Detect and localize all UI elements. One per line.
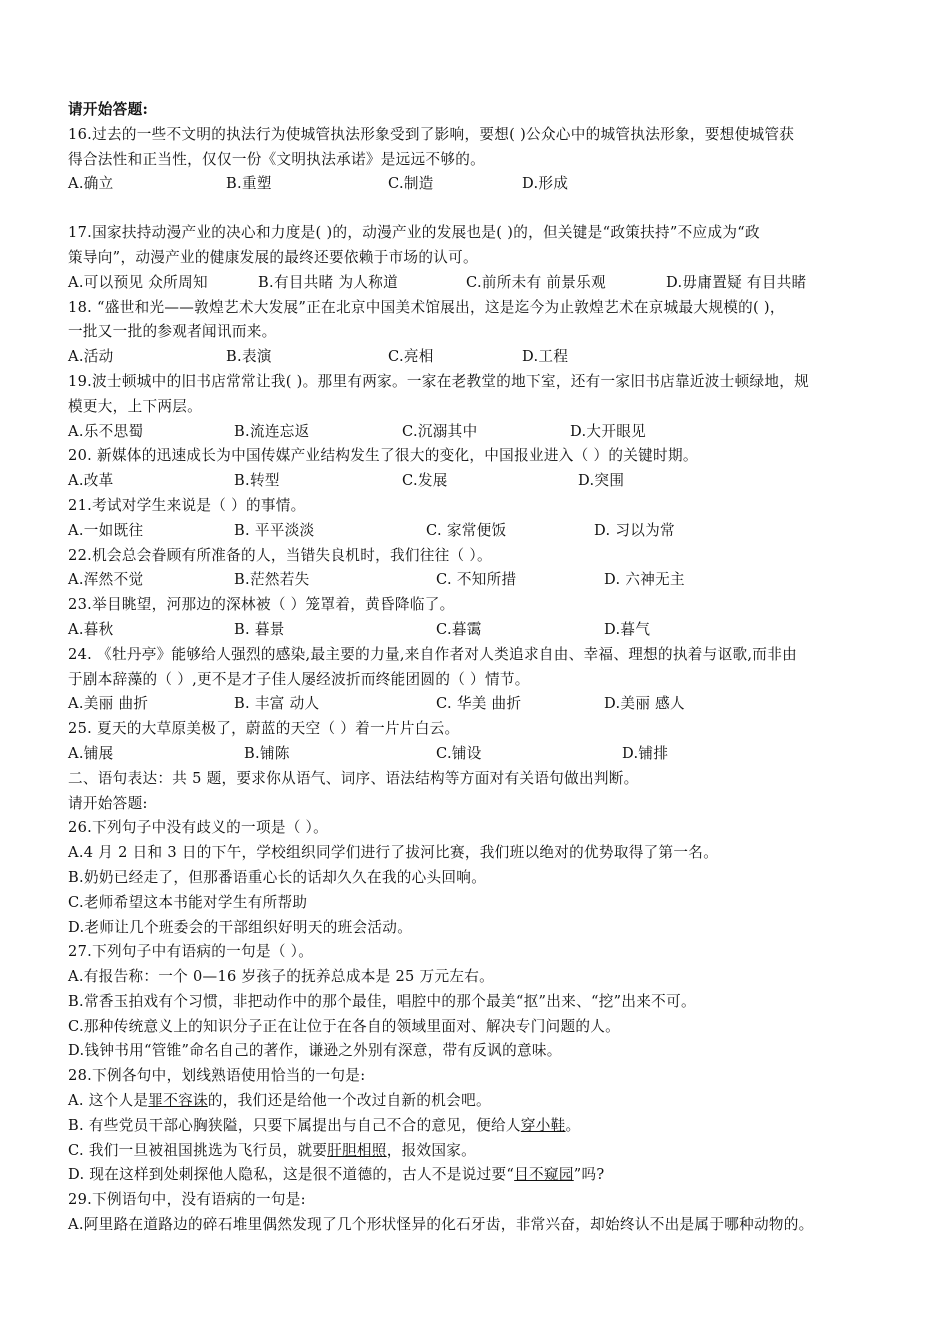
options-row (68, 618, 898, 643)
choice-d[interactable]: D.老师让几个班委会的干部组织好明天的班会活动。 (68, 918, 413, 936)
choice-text: C. 我们一旦被祖国挑选为飞行员，就要 (68, 1141, 328, 1159)
question-25 (68, 717, 898, 767)
choice-text: A. 这个人是 (68, 1092, 149, 1110)
question-22 (68, 544, 898, 594)
option-a[interactable]: A.暮秋 (68, 620, 114, 638)
choice-text: D. 现在这样到处刺探他人隐私，这是很不道德的，古人不是说过要“ (68, 1166, 515, 1184)
section-title: 二、语句表达：共 5 题，要求你从语气、词序、语法结构等方面对有关语句做出判断。 (68, 769, 639, 787)
option-d[interactable]: D.大开眼见 (570, 422, 646, 440)
option-d[interactable]: D.铺排 (622, 744, 669, 762)
section-start-heading: 请开始答题: (68, 794, 148, 812)
choice-c[interactable] (68, 1139, 898, 1164)
option-d[interactable]: D.工程 (522, 348, 569, 366)
question-17 (68, 221, 898, 295)
underlined-idiom: 罪不容诛 (148, 1092, 208, 1110)
option-a[interactable]: A.一如既往 (68, 521, 144, 539)
question-stem: 28.下例各句中，划线熟语使用恰当的一句是: (68, 1067, 366, 1085)
question-26 (68, 816, 898, 940)
options-row (68, 519, 898, 544)
choice-text: ”吗? (573, 1166, 605, 1184)
option-a[interactable]: A.改革 (68, 472, 114, 490)
question-text: 16.过去的一些不文明的执法行为使城管执法形象受到了影响，要想( )公众心中的城管执法形象，要想使城管获 (68, 125, 795, 143)
option-a[interactable]: A.可以预见 众所周知 (68, 273, 208, 291)
question-text: 19.波士顿城中的旧书店常常让我( )。那里有两家。一家在老教堂的地下室，还有一家旧书店靠近波士顿绿地，规 (68, 372, 810, 390)
options-row (68, 271, 898, 296)
question-29 (68, 1188, 898, 1238)
option-b[interactable]: B.有目共睹 为人称道 (258, 273, 399, 291)
option-b[interactable]: B.重塑 (226, 175, 272, 193)
question-text: 于剧本辞藻的（ ）,更不是才子佳人屡经波折而终能团圆的（ ）情节。 (68, 670, 530, 688)
options-row (68, 345, 898, 370)
question-stem: 29.下例语句中，没有语病的一句是: (68, 1191, 306, 1209)
options-row (68, 742, 898, 767)
question-16 (68, 123, 898, 197)
choice-text: 。 (565, 1116, 581, 1134)
question-text: 21.考试对学生来说是（ ）的事情。 (68, 496, 306, 514)
options-row (68, 420, 898, 445)
option-a[interactable]: A.确立 (68, 175, 114, 193)
choice-text: 的，我们还是给他一个改过自新的机会吧。 (207, 1092, 491, 1110)
question-24 (68, 643, 898, 717)
exam-page (68, 98, 898, 1238)
options-row (68, 172, 898, 197)
choice-b[interactable]: B.常香玉拍戏有个习惯，非把动作中的那个最佳，唱腔中的那个最美“抠”出来、“挖”出来不可。 (68, 992, 696, 1010)
option-c[interactable]: C.铺设 (436, 744, 482, 762)
question-23 (68, 593, 898, 643)
option-c[interactable]: C.发展 (402, 472, 448, 490)
option-b[interactable]: B.流连忘返 (234, 422, 310, 440)
option-c[interactable]: C.制造 (388, 175, 434, 193)
question-text: 模更大，上下两层。 (68, 397, 203, 415)
choice-text: B. 有些党员干部心胸狭隘，只要下属提出与自己不合的意见，便给人 (68, 1116, 521, 1134)
question-text: 18. “盛世和光——敦煌艺术大发展”正在北京中国美术馆展出，这是迄今为止敦煌艺术在京城最大规模的( )， (68, 298, 785, 316)
question-27 (68, 940, 898, 1064)
question-text: 22.机会总会眷顾有所准备的人，当错失良机时，我们往往（ ）。 (68, 546, 492, 564)
option-b[interactable]: B.铺陈 (244, 744, 290, 762)
question-20 (68, 444, 898, 494)
option-b[interactable]: B.茫然若失 (234, 571, 310, 589)
choice-b[interactable]: B.奶奶已经走了，但那番语重心长的话却久久在我的心头回响。 (68, 868, 487, 886)
option-b[interactable]: B. 平平淡淡 (234, 521, 315, 539)
option-b[interactable]: B. 丰富 动人 (234, 695, 320, 713)
option-d[interactable]: D.形成 (522, 175, 569, 193)
option-a[interactable]: A.浑然不觉 (68, 571, 144, 589)
question-text: 17.国家扶持动漫产业的决心和力度是( )的，动漫产业的发展也是( )的，但关键是“政策扶持”不应成为“政 (68, 224, 760, 242)
option-c[interactable]: C. 华美 曲折 (436, 695, 522, 713)
option-b[interactable]: B.表演 (226, 348, 272, 366)
option-b[interactable]: B.转型 (234, 472, 280, 490)
question-text: 策导向”，动漫产业的健康发展的最终还要依赖于市场的认可。 (68, 248, 478, 266)
option-a[interactable]: A.乐不思蜀 (68, 422, 144, 440)
question-19 (68, 370, 898, 444)
question-stem: 27.下列句子中有语病的一句是（ ）。 (68, 943, 314, 961)
option-a[interactable]: A.铺展 (68, 744, 114, 762)
option-c[interactable]: C.前所未有 前景乐观 (466, 273, 606, 291)
option-c[interactable]: C. 家常便饭 (426, 521, 507, 539)
option-c[interactable]: C.亮相 (388, 348, 434, 366)
question-text: 24. 《牡丹亭》能够给人强烈的感染,最主要的力量,来自作者对人类追求自由、幸福、理想的执着与讴歌,而非由 (68, 645, 797, 663)
question-21 (68, 494, 898, 544)
option-b[interactable]: B. 暮景 (234, 620, 285, 638)
option-a[interactable]: A.美丽 曲折 (68, 695, 149, 713)
option-d[interactable]: D.美丽 感人 (604, 695, 685, 713)
options-row (68, 568, 898, 593)
question-text: 23.举目眺望，河那边的深林被（ ）笼罩着，黄昏降临了。 (68, 596, 455, 614)
option-c[interactable]: C.沉溺其中 (402, 422, 478, 440)
section-start-heading: 请开始答题: (68, 101, 149, 118)
question-18 (68, 296, 898, 370)
question-stem: 26.下列句子中没有歧义的一项是（ ）。 (68, 819, 329, 837)
choice-d[interactable]: D.钱钟书用“管锥”命名自己的著作，谦逊之外别有深意，带有反讽的意味。 (68, 1042, 562, 1060)
option-d[interactable]: D.突围 (578, 472, 625, 490)
option-c[interactable]: C.暮霭 (436, 620, 482, 638)
underlined-idiom: 穿小鞋 (520, 1116, 566, 1134)
options-row (68, 692, 898, 717)
option-c[interactable]: C. 不知所措 (436, 571, 517, 589)
underlined-idiom: 目不窥园 (514, 1166, 574, 1184)
choice-a[interactable]: A.4 月 2 日和 3 日的下午，学校组织同学们进行了拔河比赛，我们班以绝对的优势取得了第一名。 (68, 844, 719, 862)
choice-text: ，报效国家。 (386, 1141, 477, 1159)
choice-a[interactable] (68, 1089, 898, 1114)
choice-a[interactable]: A.阿里路在道路边的碎石堆里偶然发现了几个形状怪异的化石牙齿，非常兴奋，却始终认不出是属于哪种动物的。 (68, 1216, 814, 1234)
question-28 (68, 1064, 898, 1188)
question-text: 25. 夏天的大草原美极了，蔚蓝的天空（ ）着一片片白云。 (68, 720, 460, 738)
question-text: 20. 新媒体的迅速成长为中国传媒产业结构发生了很大的变化，中国报业进入（ ）的关键时期。 (68, 447, 698, 465)
options-row (68, 469, 898, 494)
option-d[interactable]: D.毋庸置疑 有目共睹 (666, 273, 807, 291)
question-text: 一批又一批的参观者闻讯而来。 (68, 323, 277, 341)
question-text: 得合法性和正当性，仅仅一份《文明执法承诺》是远远不够的。 (68, 150, 486, 168)
option-d[interactable]: D.暮气 (604, 620, 651, 638)
spacer (68, 197, 898, 221)
choice-c[interactable]: C.那种传统意义上的知识分子正在让位于在各自的领域里面对、解决专门问题的人。 (68, 1017, 621, 1035)
option-a[interactable]: A.活动 (68, 348, 114, 366)
option-d[interactable]: D. 六神无主 (604, 571, 685, 589)
choice-d[interactable] (68, 1163, 898, 1188)
option-d[interactable]: D. 习以为常 (594, 521, 675, 539)
choice-a[interactable]: A.有报告称：一个 0—16 岁孩子的抚养总成本是 25 万元左右。 (68, 968, 495, 986)
underlined-idiom: 肝胆相照 (327, 1141, 387, 1159)
choice-c[interactable]: C.老师希望这本书能对学生有所帮助 (68, 893, 308, 911)
choice-b[interactable] (68, 1114, 898, 1139)
